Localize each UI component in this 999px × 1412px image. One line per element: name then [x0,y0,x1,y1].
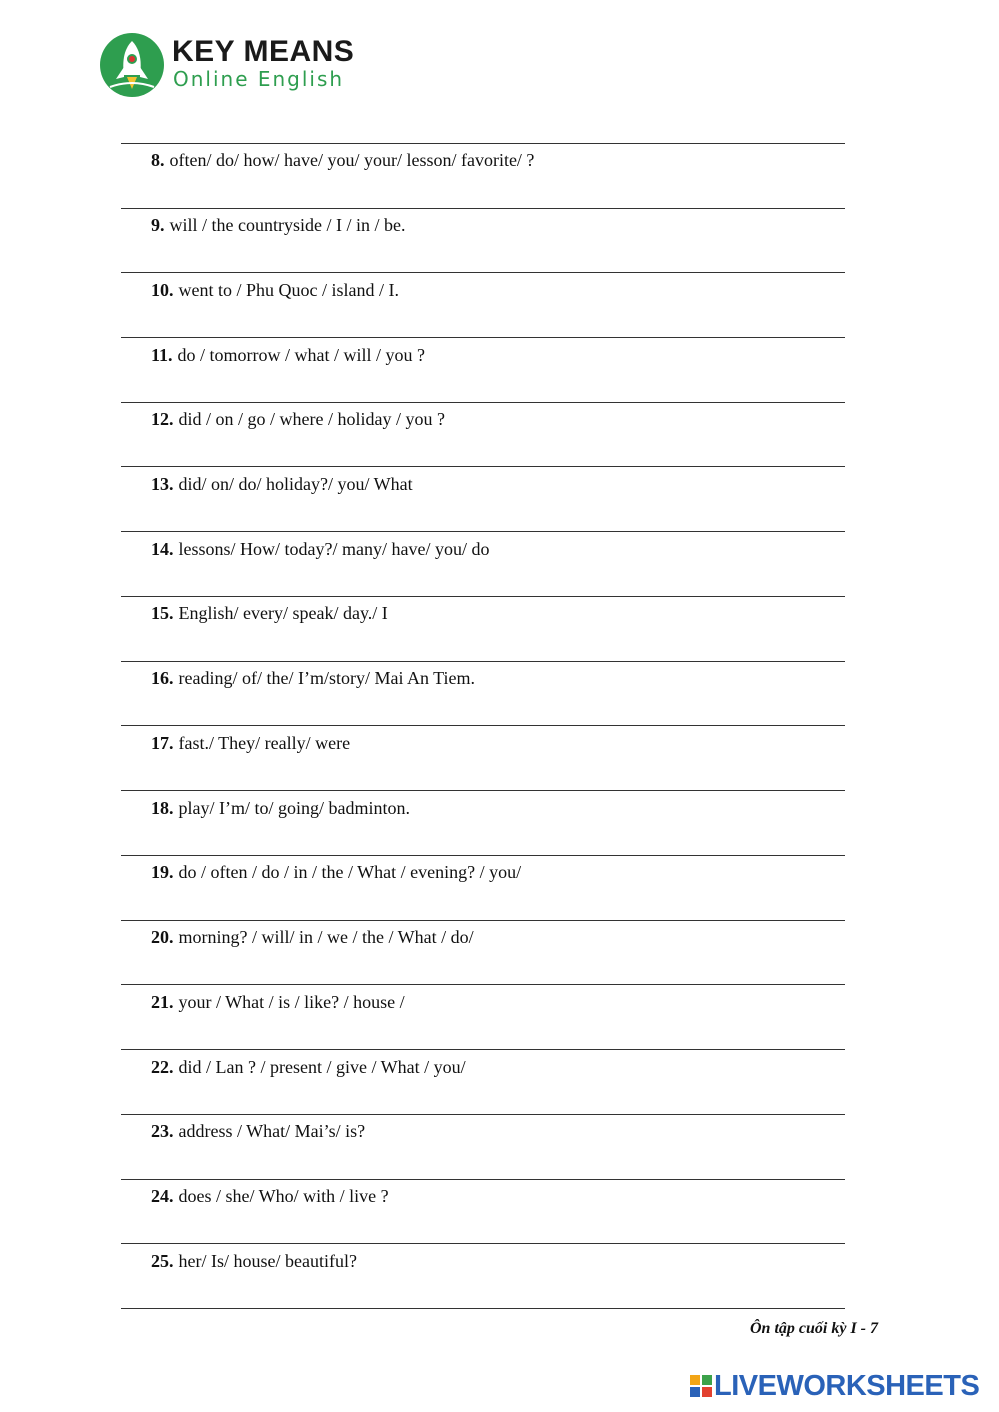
exercise-item [151,280,399,300]
exercise-item [151,1251,357,1271]
item-text: will / the countryside / I / in / be. [169,215,406,235]
exercise-item [151,992,405,1012]
item-text: fast./ They/ really/ were [178,733,351,753]
item-number: 21. [151,992,174,1012]
item-number: 12. [151,409,174,429]
item-number: 15. [151,603,174,623]
item-number: 17. [151,733,174,753]
item-text: play/ I’m/ to/ going/ badminton. [178,798,410,818]
exercise-item [151,150,534,170]
item-text: address / What/ Mai’s/ is? [178,1121,366,1141]
answer-line [121,1179,845,1180]
answer-line [121,1114,845,1115]
logo-title: KEY MEANS [172,35,355,68]
item-number: 19. [151,862,174,882]
answer-line [121,1308,845,1309]
item-text: your / What / is / like? / house / [178,992,405,1012]
item-text: reading/ of/ the/ I’m/story/ Mai An Tiem. [178,668,475,688]
item-number: 20. [151,927,174,947]
exercise-item [151,1057,466,1077]
item-number: 22. [151,1057,174,1077]
exercise-item [151,474,413,494]
answer-line [121,208,845,209]
answer-line [121,596,845,597]
liveworksheets-watermark [690,1372,990,1402]
exercise-item [151,1121,365,1141]
item-number: 24. [151,1186,174,1206]
item-number: 9. [151,215,165,235]
item-text: morning? / will/ in / we / the / What / do/ [178,927,474,947]
exercise-item [151,603,388,623]
item-text: went to / Phu Quoc / island / I. [178,280,399,300]
item-text: did / on / go / where / holiday / you ? [178,409,445,429]
item-number: 16. [151,668,174,688]
answer-line [121,661,845,662]
exercise-item [151,539,489,559]
answer-line [121,402,845,403]
liveworksheets-text: LIVEWORKSHEETS [714,1370,980,1402]
answer-line [121,725,845,726]
logo-subtitle: Online English [173,67,345,91]
answer-line [121,790,845,791]
rocket-icon [100,33,164,97]
answer-line [121,337,845,338]
item-number: 11. [151,345,173,365]
item-text: lessons/ How/ today?/ many/ have/ you/ do [178,539,490,559]
exercise-item [151,409,445,429]
answer-line [121,984,845,985]
answer-line [121,1049,845,1050]
answer-line [121,855,845,856]
answer-line [121,272,845,273]
item-number: 25. [151,1251,174,1271]
exercise-item [151,668,475,688]
item-number: 23. [151,1121,174,1141]
exercise-item [151,1186,389,1206]
item-number: 8. [151,150,165,170]
item-text: her/ Is/ house/ beautiful? [178,1251,357,1271]
answer-line [121,920,845,921]
exercise-item [151,345,425,365]
exercise-item [151,862,521,882]
item-number: 18. [151,798,174,818]
exercise-item [151,733,350,753]
answer-line [121,531,845,532]
item-text: do / often / do / in / the / What / evening? / you/ [178,862,522,882]
item-text: do / tomorrow / what / will / you ? [177,345,425,365]
answer-line [121,466,845,467]
exercise-item [151,215,405,235]
key-means-logo [100,33,400,97]
item-text: does / she/ Who/ with / live ? [178,1186,389,1206]
answer-line [121,1243,845,1244]
exercise-item [151,927,474,947]
item-text: did / Lan ? / present / give / What / you/ [178,1057,466,1077]
item-number: 14. [151,539,174,559]
exercise-item [151,798,410,818]
item-number: 10. [151,280,174,300]
item-text: did/ on/ do/ holiday?/ you/ What [178,474,413,494]
item-text: English/ every/ speak/ day./ I [178,603,388,623]
answer-line [121,143,845,144]
item-text: often/ do/ how/ have/ you/ your/ lesson/ favorite/ ? [169,150,535,170]
page-footer: Ôn tập cuối kỳ I - 7 [750,1320,878,1337]
liveworksheets-icon [690,1375,712,1397]
item-number: 13. [151,474,174,494]
